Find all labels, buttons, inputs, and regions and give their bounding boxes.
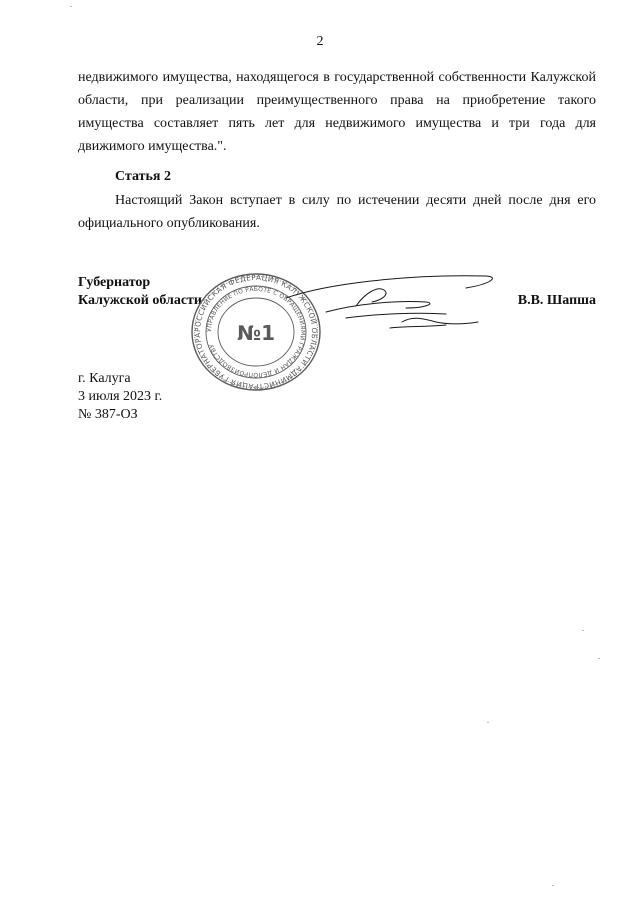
- paragraph-1-line: недвижимого имущества, находящегося в государственной собственности Калужской: [78, 70, 596, 85]
- scan-speck: [487, 722, 489, 723]
- page-number: 2: [316, 34, 324, 49]
- paragraph-1-line: области, при реализации преимущественного права на приобретение такого: [78, 93, 596, 108]
- law-number: № 387-ОЗ: [78, 407, 138, 422]
- seal-center-number: №1: [237, 321, 275, 345]
- city: г. Калуга: [78, 371, 131, 386]
- date: 3 июля 2023 г.: [78, 389, 163, 404]
- signer-name: В.В. Шапша: [517, 293, 596, 308]
- seal-outer-text: РОССИЙСКАЯ ФЕДЕРАЦИЯ КАЛУЖСКОЙ ОБЛАСТИ АДМИНИСТРАЦИЯ ГУБЕРНАТОРА: [192, 272, 320, 392]
- handwritten-signature: [286, 270, 496, 340]
- scan-speck: [552, 885, 554, 886]
- document-footer: [78, 370, 162, 424]
- paragraph-1: [78, 66, 596, 158]
- signer-title-line: Губернатор: [78, 275, 151, 290]
- scan-speck: [582, 630, 584, 631]
- paragraph-2: [78, 189, 596, 235]
- paragraph-2-line: официального опубликования.: [78, 216, 260, 231]
- scan-speck: [70, 6, 72, 7]
- scan-speck: [598, 658, 600, 659]
- seal-inner-text: УПРАВЛЕНИЕ ПО РАБОТЕ С ОБРАЩЕНИЯМИ ГРАЖДАН И ДЕЛОПРОИЗВОДСТВУ: [205, 285, 307, 379]
- article-heading: Статья 2: [115, 169, 171, 184]
- paragraph-2-line: Настоящий Закон вступает в силу по истечении десяти дней после дня его: [115, 193, 596, 208]
- paragraph-1-line: имущества составляет пять лет для недвижимого имущества и три года для: [78, 116, 596, 131]
- paragraph-1-line: движимого имущества.".: [78, 139, 227, 154]
- signer-title-line: Калужской области: [78, 293, 202, 308]
- signer-title: [78, 274, 202, 310]
